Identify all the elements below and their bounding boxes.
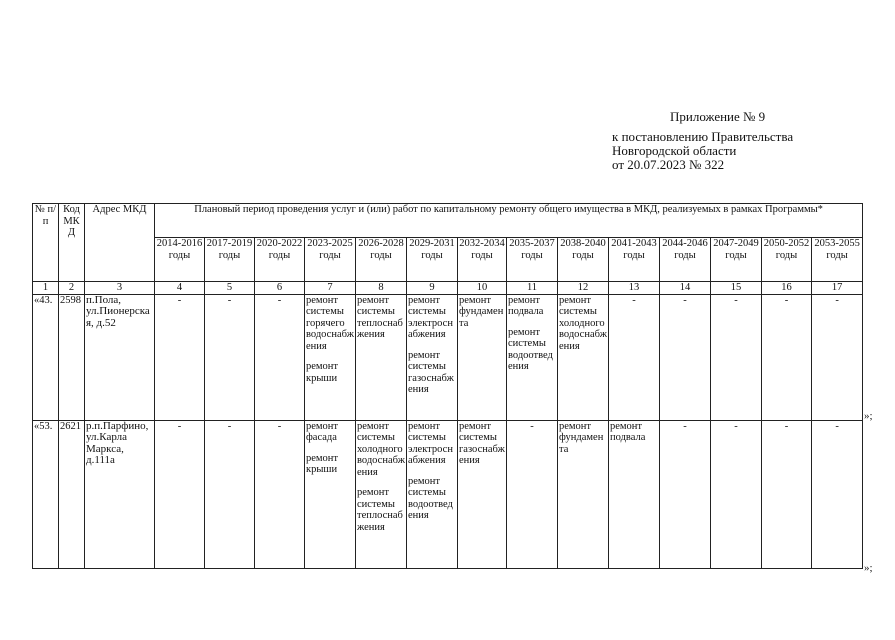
header-code: Код МКД xyxy=(59,204,85,282)
work-cell xyxy=(407,294,458,420)
appendix-title: Приложение № 9 xyxy=(670,109,766,124)
work-cell xyxy=(660,294,711,420)
work-item: ремонт фасада xyxy=(306,420,339,443)
work-item: ремонт системы водоотведения xyxy=(508,326,553,372)
row-tail-2: »; xyxy=(864,562,873,574)
header-address: Адрес МКД xyxy=(85,204,155,282)
work-cell xyxy=(812,294,863,420)
work-cell xyxy=(155,420,205,568)
table-body xyxy=(33,294,863,568)
column-number: 14 xyxy=(660,282,711,295)
empty-dash: - xyxy=(177,420,182,432)
work-cell xyxy=(812,420,863,568)
column-number: 13 xyxy=(609,282,660,295)
empty-dash: - xyxy=(734,294,738,306)
table-row xyxy=(33,294,863,420)
column-number: 17 xyxy=(812,282,863,295)
column-number: 11 xyxy=(507,282,558,295)
column-number: 2 xyxy=(59,282,85,295)
empty-dash: - xyxy=(734,420,738,432)
work-item: ремонт фундамента xyxy=(459,294,504,329)
column-number: 6 xyxy=(255,282,305,295)
period-header: 2026-2028 годы xyxy=(356,238,407,282)
work-item: ремонт системы холодного водоснабжения xyxy=(559,294,607,352)
work-item: ремонт фундамента xyxy=(559,420,604,455)
work-cell xyxy=(609,294,660,420)
column-number: 12 xyxy=(558,282,609,295)
resolution-line: к постановлению Правительства xyxy=(612,129,794,144)
building-code: 2621 xyxy=(59,420,85,568)
column-number: 4 xyxy=(155,282,205,295)
work-item: ремонт подвала xyxy=(610,420,646,443)
empty-dash: - xyxy=(632,294,636,306)
work-cell xyxy=(155,294,205,420)
work-cell xyxy=(558,420,609,568)
empty-dash: - xyxy=(784,294,789,306)
region-line: Новгородской области xyxy=(612,143,737,158)
empty-dash: - xyxy=(683,420,687,432)
column-number: 15 xyxy=(711,282,762,295)
empty-dash: - xyxy=(683,294,687,306)
period-header: 2041-2043 годы xyxy=(609,238,660,282)
work-item: ремонт системы водоотведения xyxy=(408,475,453,521)
work-cell xyxy=(305,294,356,420)
work-item: ремонт системы газоснабжения xyxy=(459,420,505,466)
row-tail-1: »; xyxy=(864,410,873,422)
column-number-row xyxy=(33,282,863,295)
work-item: ремонт системы электроснабжения xyxy=(408,420,453,466)
empty-dash: - xyxy=(784,420,789,432)
column-number: 3 xyxy=(85,282,155,295)
work-cell xyxy=(711,294,762,420)
period-header: 2020-2022 годы xyxy=(255,238,305,282)
work-cell xyxy=(507,420,558,568)
column-number: 9 xyxy=(407,282,458,295)
date-number-line: от 20.07.2023 № 322 xyxy=(612,157,725,172)
work-cell xyxy=(660,420,711,568)
period-header: 2023-2025 годы xyxy=(305,238,356,282)
empty-dash: - xyxy=(227,420,232,432)
work-cell xyxy=(407,420,458,568)
column-number: 10 xyxy=(458,282,507,295)
period-header: 2050-2052 годы xyxy=(762,238,812,282)
period-header: 2014-2016 годы xyxy=(155,238,205,282)
work-cell xyxy=(458,294,507,420)
period-header: 2038-2040 годы xyxy=(558,238,609,282)
row-number: «43. xyxy=(33,294,59,420)
work-cell xyxy=(305,420,356,568)
work-item: ремонт системы теплоснабжения xyxy=(357,487,403,533)
period-header: 2017-2019 годы xyxy=(205,238,255,282)
period-header: 2044-2046 годы xyxy=(660,238,711,282)
work-cell xyxy=(558,294,609,420)
work-cell xyxy=(507,294,558,420)
work-item: ремонт системы горячего водоснабжения xyxy=(306,294,354,352)
period-header: 2047-2049 годы xyxy=(711,238,762,282)
table-row xyxy=(33,420,863,568)
empty-dash: - xyxy=(227,294,232,306)
document-header xyxy=(612,110,882,172)
period-header: 2032-2034 годы xyxy=(458,238,507,282)
column-number: 8 xyxy=(356,282,407,295)
work-cell xyxy=(205,294,255,420)
work-cell xyxy=(609,420,660,568)
work-item: ремонт системы теплоснабжения xyxy=(357,294,403,340)
building-address: р.п.Парфино, ул.Карла Маркса, д.111а xyxy=(85,420,155,568)
empty-dash: - xyxy=(835,294,839,306)
work-item: ремонт системы электроснабжения xyxy=(408,294,453,340)
work-cell xyxy=(711,420,762,568)
column-number: 16 xyxy=(762,282,812,295)
work-cell xyxy=(255,420,305,568)
work-cell xyxy=(255,294,305,420)
header-no: № п/п xyxy=(33,204,59,282)
work-item: ремонт крыши xyxy=(306,452,339,475)
column-number: 1 xyxy=(33,282,59,295)
work-cell xyxy=(356,294,407,420)
building-code: 2598 xyxy=(59,294,85,420)
header-period-title: Плановый период проведения услуг и (или) работ по капитальному ремонту общего имущества в МКД, реализуемых в рамках Программы* xyxy=(155,204,863,238)
work-cell xyxy=(356,420,407,568)
empty-dash: - xyxy=(277,420,282,432)
work-cell xyxy=(762,420,812,568)
period-header: 2029-2031 годы xyxy=(407,238,458,282)
building-address: п.Пола, ул.Пионерская, д.52 xyxy=(85,294,155,420)
work-item: ремонт системы холодного водоснабжения xyxy=(357,420,405,478)
work-item: ремонт системы газоснабжения xyxy=(408,349,454,395)
period-header-row xyxy=(33,238,863,282)
empty-dash: - xyxy=(277,294,282,306)
work-cell xyxy=(762,294,812,420)
column-number: 5 xyxy=(205,282,255,295)
column-number: 7 xyxy=(305,282,356,295)
empty-dash: - xyxy=(530,420,534,432)
period-header: 2053-2055 годы xyxy=(812,238,863,282)
capital-repair-table xyxy=(32,203,863,569)
row-number: «53. xyxy=(33,420,59,568)
work-cell xyxy=(458,420,507,568)
work-item: ремонт подвала xyxy=(508,294,544,317)
period-header: 2035-2037 годы xyxy=(507,238,558,282)
work-cell xyxy=(205,420,255,568)
empty-dash: - xyxy=(835,420,839,432)
work-item: ремонт крыши xyxy=(306,361,339,384)
empty-dash: - xyxy=(177,294,182,306)
